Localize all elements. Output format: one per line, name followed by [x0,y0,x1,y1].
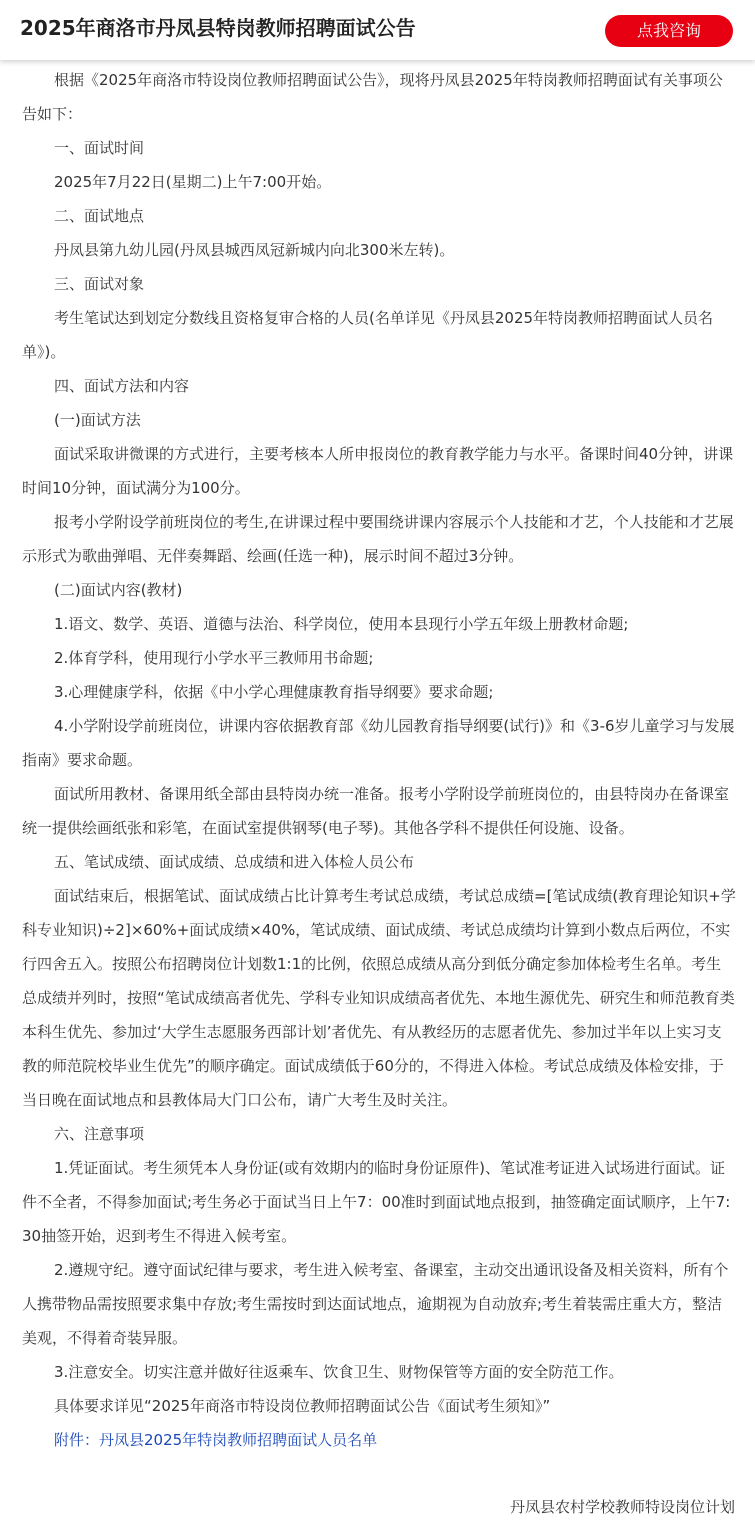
attachment-link[interactable]: 附件：丹凤县2025年特岗教师招聘面试人员名单 [54,1431,378,1449]
content-item-3: 3.心理健康学科，依据《中小学心理健康教育指导纲要》要求命题; [54,683,494,701]
consult-button[interactable]: 点我咨询 [605,15,733,47]
details-reference: 具体要求详见“2025年商洛市特设岗位教师招聘面试公告《面试考生须知》” [54,1397,551,1415]
note-item-3: 3.注意安全。切实注意并做好往返乘车、饮食卫生、财物保管等方面的安全防范工作。 [54,1363,624,1381]
note-item-2: 2.遵规守纪。遵守面试纪律与要求，考生进入候考室、备课室，主动交出通讯设备及相关资料，所有个人携带物品需按照要求集中存放;考生需按时到达面试地点，逾期视为自动放弃;考生着装需庄重大方，整洁美观，不得着奇装异服。 [22,1261,729,1347]
interview-candidates-text: 考生笔试达到划定分数线且资格复审合格的人员(名单详见《丹凤县2025年特岗教师招聘面试人员名单》)。 [22,309,714,361]
interview-location-text: 丹凤县第九幼儿园(丹凤县城西凤冠新城内向北300米左转)。 [54,241,455,259]
section-heading-scores: 五、笔试成绩、面试成绩、总成绩和进入体检人员公布 [54,853,415,871]
subheading-method: (一)面试方法 [54,411,141,429]
preschool-talent-paragraph: 报考小学附设学前班岗位的考生,在讲课过程中要围绕讲课内容展示个人技能和才艺，个人技能和才艺展示形式为歌曲弹唱、无伴奏舞蹈、绘画(任选一种)，展示时间不超过3分钟。 [22,513,734,565]
top-header [0,0,755,60]
section-heading-time: 一、面试时间 [54,139,145,157]
content-item-2: 2.体育学科，使用现行小学水平三教师用书命题; [54,649,374,667]
content-item-1: 1.语文、数学、英语、道德与法治、科学岗位，使用本县现行小学五年级上册教材命题; [54,615,629,633]
intro-paragraph: 根据《2025年商洛市特设岗位教师招聘面试公告》，现将丹凤县2025年特岗教师招聘面试有关事项公告如下： [22,71,723,123]
section-heading-candidates: 三、面试对象 [54,275,145,293]
subheading-content: (二)面试内容(教材) [54,581,183,599]
materials-paragraph: 面试所用教材、备课用纸全部由县特岗办统一准备。报考小学附设学前班岗位的，由县特岗办在备课室统一提供绘画纸张和彩笔，在面试室提供钢琴(电子琴)。其他各学科不提供任何设施、设备。 [22,785,730,837]
note-item-1: 1.凭证面试。考生须凭本人身份证(或有效期内的临时身份证原件)、笔试准考证进入试场进行面试。证件不全者，不得参加面试;考生务必于面试当日上午7：00准时到面试地点报到，抽签确定面试顺序，上午7:30抽签开始，迟到考生不得进入候考室。 [22,1159,731,1245]
section-heading-location: 二、面试地点 [54,207,145,225]
method-paragraph: 面试采取讲微课的方式进行，主要考核本人所申报岗位的教育教学能力与水平。备课时间40分钟，讲课时间10分钟，面试满分为100分。 [22,445,734,497]
article-body [22,63,736,1457]
page-title: 2025年商洛市丹凤县特岗教师招聘面试公告 [20,16,416,40]
interview-time-text: 2025年7月22日(星期二)上午7:00开始。 [54,173,332,191]
section-heading-notes: 六、注意事项 [54,1125,145,1143]
content-item-4: 4.小学附设学前班岗位，讲课内容依据教育部《幼儿园教育指导纲要(试行)》和《3-6岁儿童学习与发展指南》要求命题。 [22,717,735,769]
issuer-signature: 丹凤县农村学校教师特设岗位计划 [509,1498,735,1516]
scores-paragraph: 面试结束后，根据笔试、面试成绩占比计算考生考试总成绩，考试总成绩=[笔试成绩(教育理论知识+学科专业知识)÷2]×60%+面试成绩×40%，笔试成绩、面试成绩、考试总成绩均计算到小数点后两位，不实行四舍五入。按照公布招聘岗位计划数1:1的比例，依照总成绩从高分到低分确定参加体检考生名单。考生总成绩并列时，按照“笔试成绩高者优先、学科专业知识成绩高者优先、本地生源优先、研究生和师范教育类本科生优先、参加过‘大学生志愿服务西部计划’者优先、有从教经历的志愿者优先、参加过半年以上实习支教的师范院校毕业生优先”的顺序确定。面试成绩低于60分的，不得进入体检。考试总成绩及体检安排，于当日晚在面试地点和县教体局大门口公布，请广大考生及时关注。 [22,887,736,1109]
section-heading-method: 四、面试方法和内容 [54,377,190,395]
